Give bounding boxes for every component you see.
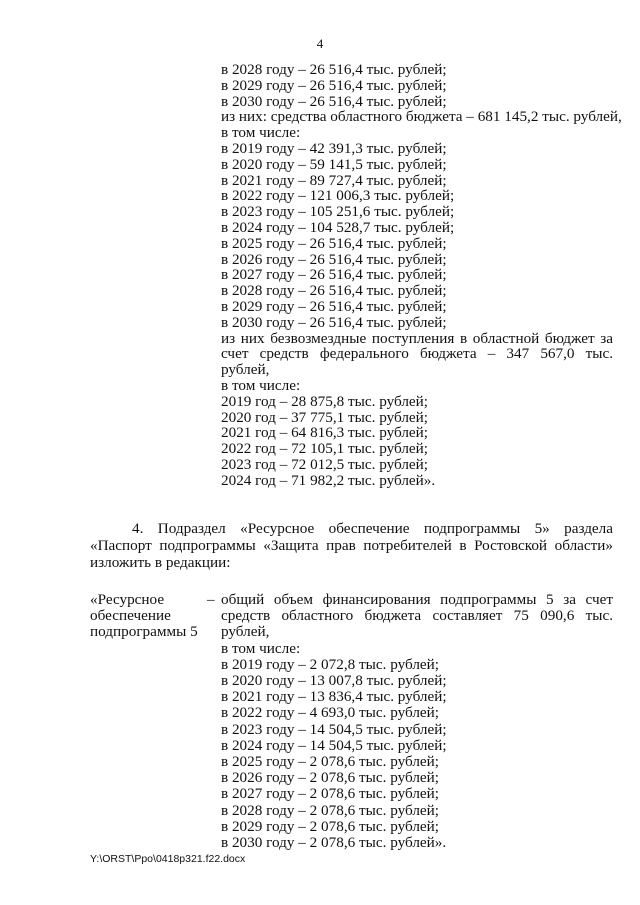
funding-line: в 2020 году – 59 141,5 тыс. рублей; bbox=[221, 155, 447, 173]
funding-line: в 2029 году – 2 078,6 тыс. рублей; bbox=[221, 817, 439, 835]
resource-label-line: «Ресурсное bbox=[90, 591, 165, 608]
funding-line: в 2019 году – 42 391,3 тыс. рублей; bbox=[221, 139, 447, 157]
funding-line: в 2029 году – 26 516,4 тыс. рублей; bbox=[221, 76, 447, 94]
funding-line: в том числе: bbox=[221, 376, 301, 394]
paragraph-4 bbox=[90, 520, 613, 571]
funding-line: 2019 год – 28 875,8 тыс. рублей; bbox=[221, 392, 429, 410]
funding-line: 2020 год – 37 775,1 тыс. рублей; bbox=[221, 408, 429, 426]
resource-label-line: подпрограммы 5 bbox=[90, 623, 198, 641]
funding-line: 2022 год – 72 105,1 тыс. рублей; bbox=[221, 440, 429, 458]
funding-line: в 2022 году – 121 006,3 тыс. рублей; bbox=[221, 187, 455, 205]
funding-line: 2024 год – 71 982,2 тыс. рублей». bbox=[221, 471, 436, 489]
funding-line: в том числе: bbox=[221, 124, 301, 142]
funding-line: в 2022 году – 4 693,0 тыс. рублей; bbox=[221, 704, 439, 722]
section5-total-text: общий объем финансирования подпрограммы 5 за счет средств областного бюджета составляет 75 090,6 тыс. рублей, bbox=[221, 591, 613, 641]
funding-line: в 2026 году – 26 516,4 тыс. рублей; bbox=[221, 250, 447, 268]
page-number: 4 bbox=[316, 36, 324, 51]
funding-line: в 2027 году – 2 078,6 тыс. рублей; bbox=[221, 785, 439, 803]
funding-line: в 2026 году – 2 078,6 тыс. рублей; bbox=[221, 769, 439, 787]
funding-block-section5 bbox=[221, 592, 613, 851]
funding-line: в 2030 году – 2 078,6 тыс. рублей». bbox=[221, 834, 447, 852]
funding-line: в 2030 году – 26 516,4 тыс. рублей; bbox=[221, 313, 447, 331]
funding-line: 2021 год – 64 816,3 тыс. рублей; bbox=[221, 424, 429, 442]
funding-line: в 2028 году – 26 516,4 тыс. рублей; bbox=[221, 61, 447, 78]
funding-line: из них: средства областного бюджета – 681 145,2 тыс. рублей, bbox=[221, 108, 622, 126]
funding-line: в 2020 году – 13 007,8 тыс. рублей; bbox=[221, 672, 447, 690]
paragraph-4-text: 4. Подраздел «Ресурсное обеспечение подпрограммы 5» раздела «Паспорт подпрограммы «Защита прав потребителей в Ростовской области» изложить в редакции: bbox=[90, 520, 613, 571]
label-dash: – bbox=[207, 591, 215, 608]
file-path-footer: Y:\ORST\Ppo\0418p321.f22.docx bbox=[90, 853, 246, 865]
funding-line: в 2023 году – 105 251,6 тыс. рублей; bbox=[221, 203, 455, 221]
funding-line: в 2028 году – 2 078,6 тыс. рублей; bbox=[221, 801, 439, 819]
funding-line: в 2023 году – 14 504,5 тыс. рублей; bbox=[221, 720, 447, 738]
funding-line: в 2028 году – 26 516,4 тыс. рублей; bbox=[221, 282, 447, 300]
funding-line: в 2021 году – 89 727,4 тыс. рублей; bbox=[221, 171, 447, 189]
funding-line: в 2030 году – 26 516,4 тыс. рублей; bbox=[221, 92, 447, 110]
funding-line: в 2024 году – 104 528,7 тыс. рублей; bbox=[221, 218, 455, 236]
resource-label bbox=[90, 592, 210, 641]
federal-funding-text: из них безвозмездные поступления в областной бюджет за счет средств федерального бюджета – 347 567,0 тыс. рублей, bbox=[221, 329, 613, 379]
funding-line: в 2021 году – 13 836,4 тыс. рублей; bbox=[221, 688, 447, 706]
funding-line: 2023 год – 72 012,5 тыс. рублей; bbox=[221, 455, 429, 473]
funding-line: в том числе: bbox=[221, 639, 301, 657]
funding-line: в 2029 году – 26 516,4 тыс. рублей; bbox=[221, 297, 447, 315]
funding-line: в 2025 году – 26 516,4 тыс. рублей; bbox=[221, 234, 447, 252]
funding-line: в 2019 году – 2 072,8 тыс. рублей; bbox=[221, 655, 439, 673]
funding-line: в 2027 году – 26 516,4 тыс. рублей; bbox=[221, 266, 447, 284]
resource-label-line: обеспечение bbox=[90, 607, 171, 625]
funding-line: в 2025 году – 2 078,6 тыс. рублей; bbox=[221, 753, 439, 771]
funding-line: в 2024 году – 14 504,5 тыс. рублей; bbox=[221, 736, 447, 754]
funding-block-top bbox=[221, 61, 622, 489]
